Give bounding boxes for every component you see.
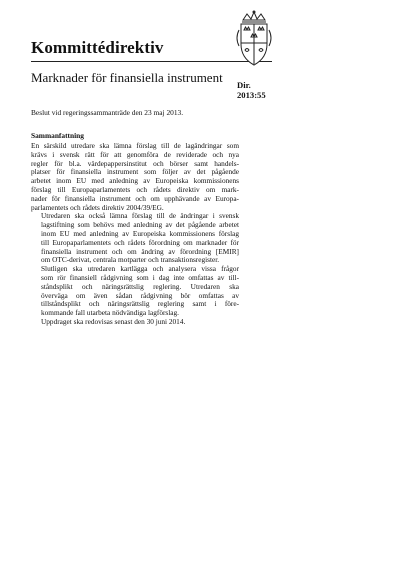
paragraph-2 — [31, 212, 239, 265]
text-line: finansiella instrument och om ändring av förordning [EMIR] — [41, 246, 239, 256]
section-heading: Sammanfattning — [31, 131, 84, 140]
text-line: inom EU med anledning av Europeiska kommissionens förslag — [41, 228, 239, 238]
coat-of-arms-icon — [233, 10, 275, 68]
text-line: platser för finansiella instrument som följer av det pågående — [31, 167, 239, 177]
text-line: Utredaren ska också lämna förslag till de ändringar i svensk — [41, 211, 239, 221]
text-line: arbetet inom EU med anledning av Europeiska kommissionens — [31, 176, 239, 186]
paragraph-1 — [31, 142, 239, 212]
text-line: förslag till Europaparlamentets och rådets direktiv om mark- — [31, 184, 239, 194]
directive-label: Dir. — [237, 80, 251, 90]
text-line: regler för bl.a. värdepappersinstitut och börser samt handels- — [31, 158, 239, 168]
paragraph-4 — [31, 318, 239, 327]
text-line: ståndsplikt och näringsrättslig reglering. Utredaren ska — [41, 281, 239, 291]
decision-line: Beslut vid regeringssammanträde den 23 maj 2013. — [31, 108, 184, 117]
paragraph-3 — [31, 265, 239, 318]
directive-number: 2013:55 — [237, 90, 266, 100]
text-line: En särskild utredare ska lämna förslag till de lagändringar som — [31, 141, 239, 150]
text-line: till Europaparlamentets och rådets förordning om marknader för — [41, 237, 239, 247]
text-line: Uppdraget ska redovisas senast den 30 juni 2014. — [41, 316, 186, 326]
text-line: nader för finansiella instrument och om upphävande av Europa- — [31, 193, 239, 203]
text-line: tillståndsplikt och näringsrättslig reglering samt i före- — [41, 299, 239, 309]
text-line: Slutligen ska utredaren kartlägga och analysera vissa frågor — [41, 264, 239, 274]
document-subtitle: Marknader för finansiella instrument — [31, 70, 223, 85]
directive-number-block — [237, 80, 266, 100]
text-line: krävs i svensk rätt för att genomföra de reviderade och nya — [31, 149, 239, 159]
summary-body — [31, 142, 239, 327]
document-title: Kommittédirektiv — [31, 38, 164, 57]
text-line: överväga om även sådan rådgivning bör omfattas av — [41, 290, 239, 300]
text-line: lagstiftning som behövs med anledning av det pågående arbetet — [41, 220, 239, 230]
text-line: kommande fall utarbeta nödvändiga lagförslag. — [41, 308, 179, 318]
text-line: om OTC-derivat, centrala motparter och transaktionsregister. — [41, 255, 220, 265]
text-line: parlamentets och rådets direktiv 2004/39/EG. — [31, 202, 164, 212]
text-line: som rör finansiell rådgivning som i dag inte omfattas av till- — [41, 272, 239, 282]
